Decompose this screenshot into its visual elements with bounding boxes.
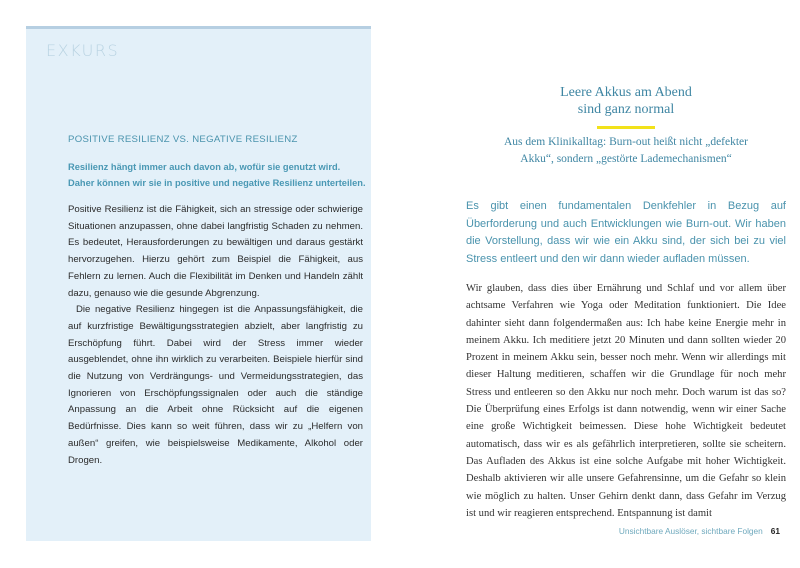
exkurs-label: EXKURS bbox=[46, 41, 120, 60]
paragraph: Positive Resilienz ist die Fähigkeit, sich an stressige oder schwierige Situationen anzupassen, ohne dabei langfristig Schaden zu nehmen. Es bedeutet, Herausforderungen zu bewältigen und daraus gestärkt hervorzugehen. Hierzu gehört zum Beispiel die Fähigkeit, aus Fehlern zu lernen. Auch die Flexibilität im Denken und Handeln zählt dazu, genauso wie die gesunde Abgrenzung. bbox=[68, 204, 363, 299]
title-underline bbox=[597, 126, 655, 129]
lead-paragraph: Es gibt einen fundamentalen Denkfehler in Bezug auf Überforderung und auch Entwicklungen wie Burn-out. Wir haben die Vorstellung, dass wir wie ein Akku sind, der sich bei zu viel Stress entleert und den wir dann wieder aufladen müssen. bbox=[466, 200, 786, 265]
subtitle-line: Aus dem Klinikalltag: Burn-out heißt nicht „defekter bbox=[504, 136, 748, 148]
title-line: Leere Akkus am Abend bbox=[560, 85, 692, 100]
page-footer bbox=[466, 526, 786, 537]
paragraph: Die negative Resilienz hingegen ist die Anpassungsfähigkeit, die auf kurzfristige Bewältigungsstrategien abzielt, aber langfristig zu Erschöpfung führt. Dabei wird der Stress immer wieder ausgeblendet, ohne ihn wirklich zu verarbeiten. Beispiele hierfür sind die Nutzung von Verdrängungs- und Vermeidungsstrategien, das Ignorieren von Erschöpfungssignalen oder auch die ständige Anpassung an die Arbeit ohne Rücksicht auf die eigenen Bedürfnisse. Dies kann so weit führen, dass wir zu „Helfern von außen“ greifen, wie beispielsweise Medikamente, Alkohol oder Drogen. bbox=[68, 304, 363, 466]
box-body bbox=[68, 202, 363, 469]
chapter-subtitle bbox=[466, 134, 786, 168]
box-intro bbox=[68, 159, 368, 191]
running-title: Unsichtbare Auslöser, sichtbare Folgen bbox=[618, 526, 763, 537]
chapter-content bbox=[466, 84, 786, 537]
page-number: 61 bbox=[770, 526, 780, 537]
exkurs-content bbox=[46, 41, 366, 469]
box-intro-line: Daher können wir sie in positive und negative Resilienz unterteilen. bbox=[68, 178, 366, 188]
chapter-title bbox=[466, 84, 786, 118]
box-intro-line: Resilienz hängt immer auch davon ab, wofür sie genutzt wird. bbox=[68, 162, 341, 172]
title-line: sind ganz normal bbox=[577, 102, 675, 117]
subtitle-line: Akku“, sondern „gestörte Lademechanismen“ bbox=[520, 153, 732, 165]
body-paragraph: Wir glauben, dass dies über Ernährung und Schlaf und vor allem über achtsame Verfahren wie Yoga oder Meditation funktioniert. Die Idee dahinter sieht dann folgendermaßen aus: Ich habe keine Energie mehr in meinem Akku. Ich meditiere jetzt 20 Minuten und dann sollten wieder 20 Prozent in meinem Akku sein, besser noch mehr. Wenn wir allerdings mit dieser Haltung meditieren, schaffen wir die Grundlage für noch mehr Stress und entleeren so den Akku nur noch mehr. Doch warum ist das so? Die Überprüfung eines Erfolgs ist dann notwendig, wenn wir einer Sache eine große Wichtigkeit beimessen. Diese hohe Wichtigkeit bedeutet automatisch, dass wir es als gefährlich interpretieren, sollte sie scheitern. Das Aufladen des Akkus ist eine solche Aufgabe mit hoher Wichtigkeit. Deshalb aktivieren wir alle unsere Gefahrensinne, um die Gefahr so klein wie möglich zu halten. Unser Gehirn denkt dann, dass Gefahr im Verzug ist und wir reagieren entsprechend. Entspannung ist damit bbox=[466, 283, 786, 519]
box-heading: POSITIVE RESILIENZ VS. NEGATIVE RESILIENZ bbox=[68, 134, 298, 145]
